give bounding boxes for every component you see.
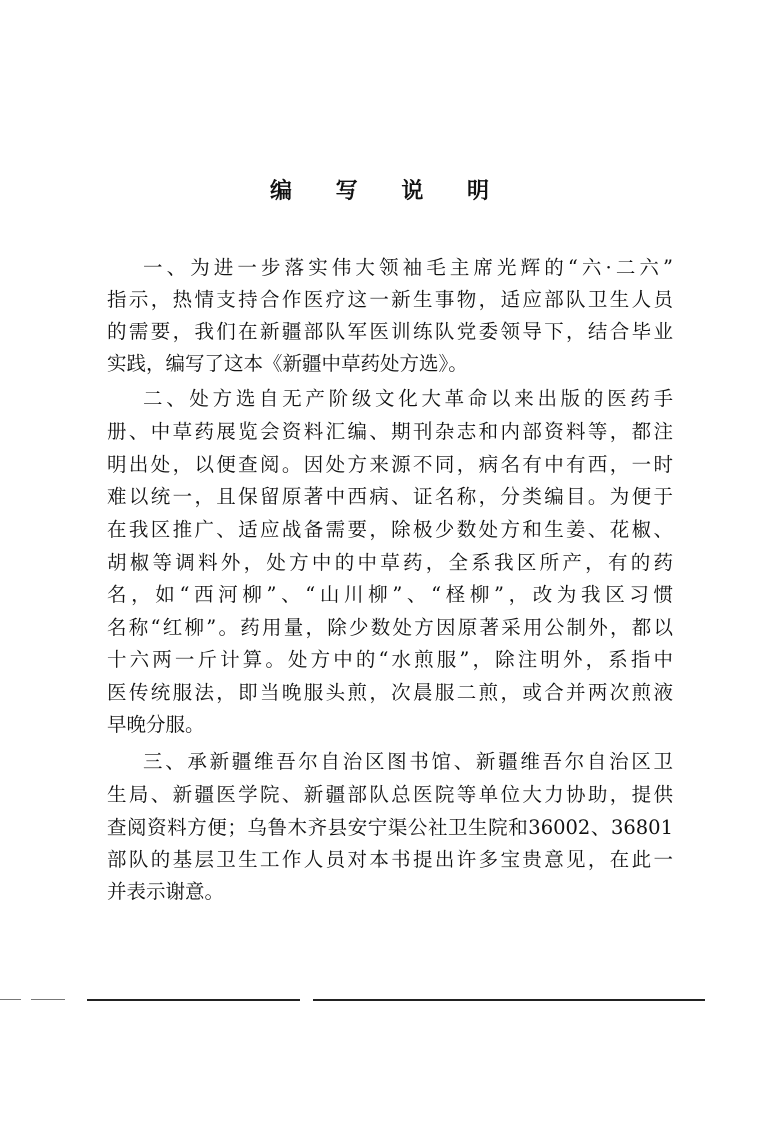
footer-rule (87, 999, 300, 1001)
text-line: 指示，热情支持合作医疗这一新生事物，适应部队卫生人员 (107, 288, 673, 311)
text-line: 部队的基层卫生工作人员对本书提出许多宝贵意见，在此一 (107, 848, 673, 871)
text-line: 查阅资料方便；乌鲁木齐县安宁渠公社卫生院和36002、36801 (107, 816, 673, 839)
text-line: 册、中草药展览会资料汇编、期刊杂志和内部资料等，都注 (107, 420, 673, 443)
text-line: 在我区推广、适应战备需要，除极少数处方和生姜、花椒、 (107, 518, 673, 541)
text-line: 二、处方选自无产阶级文化大革命以来出版的医药手 (143, 387, 673, 410)
text-line: 三、承新疆维吾尔自治区图书馆、新疆维吾尔自治区卫 (143, 750, 673, 773)
text-line: 生局、新疆医学院、新疆部队总医院等单位大力协助，提供 (107, 783, 673, 806)
footer-rule (31, 999, 65, 1000)
text-line: 一、为进一步落实伟大领袖毛主席光辉的“六·二六” (143, 256, 673, 279)
text-line: 医传统服法，即当晚服头煎，次晨服二煎，或合并两次煎液 (107, 681, 673, 704)
text-line: 的需要，我们在新疆部队军医训练队党委领导下，结合毕业 (107, 320, 673, 343)
text-line: 并表示谢意。 (107, 880, 225, 903)
text-line: 名，如“西河柳”、“山川柳”、“柽柳”，改为我区习惯 (107, 583, 673, 606)
text-line: 早晚分服。 (107, 713, 205, 736)
text-line: 难以统一，且保留原著中西病、证名称，分类编目。为便于 (107, 485, 673, 508)
footer-rule (313, 999, 705, 1001)
page-title: 编 写 说 明 (270, 179, 507, 204)
text-line: 名称“红柳”。药用量，除少数处方因原著采用公制外，都以 (107, 616, 673, 639)
text-line: 十六两一斤计算。处方中的“水煎服”，除注明外，系指中 (107, 648, 673, 671)
footer-rule (0, 999, 21, 1000)
text-line: 胡椒等调料外，处方中的中草药，全系我区所产，有的药 (107, 551, 673, 574)
text-line: 实践，编写了这本《新疆中草药处方选》。 (107, 352, 468, 375)
text-line: 明出处，以便查阅。因处方来源不同，病名有中有西，一时 (107, 453, 673, 476)
